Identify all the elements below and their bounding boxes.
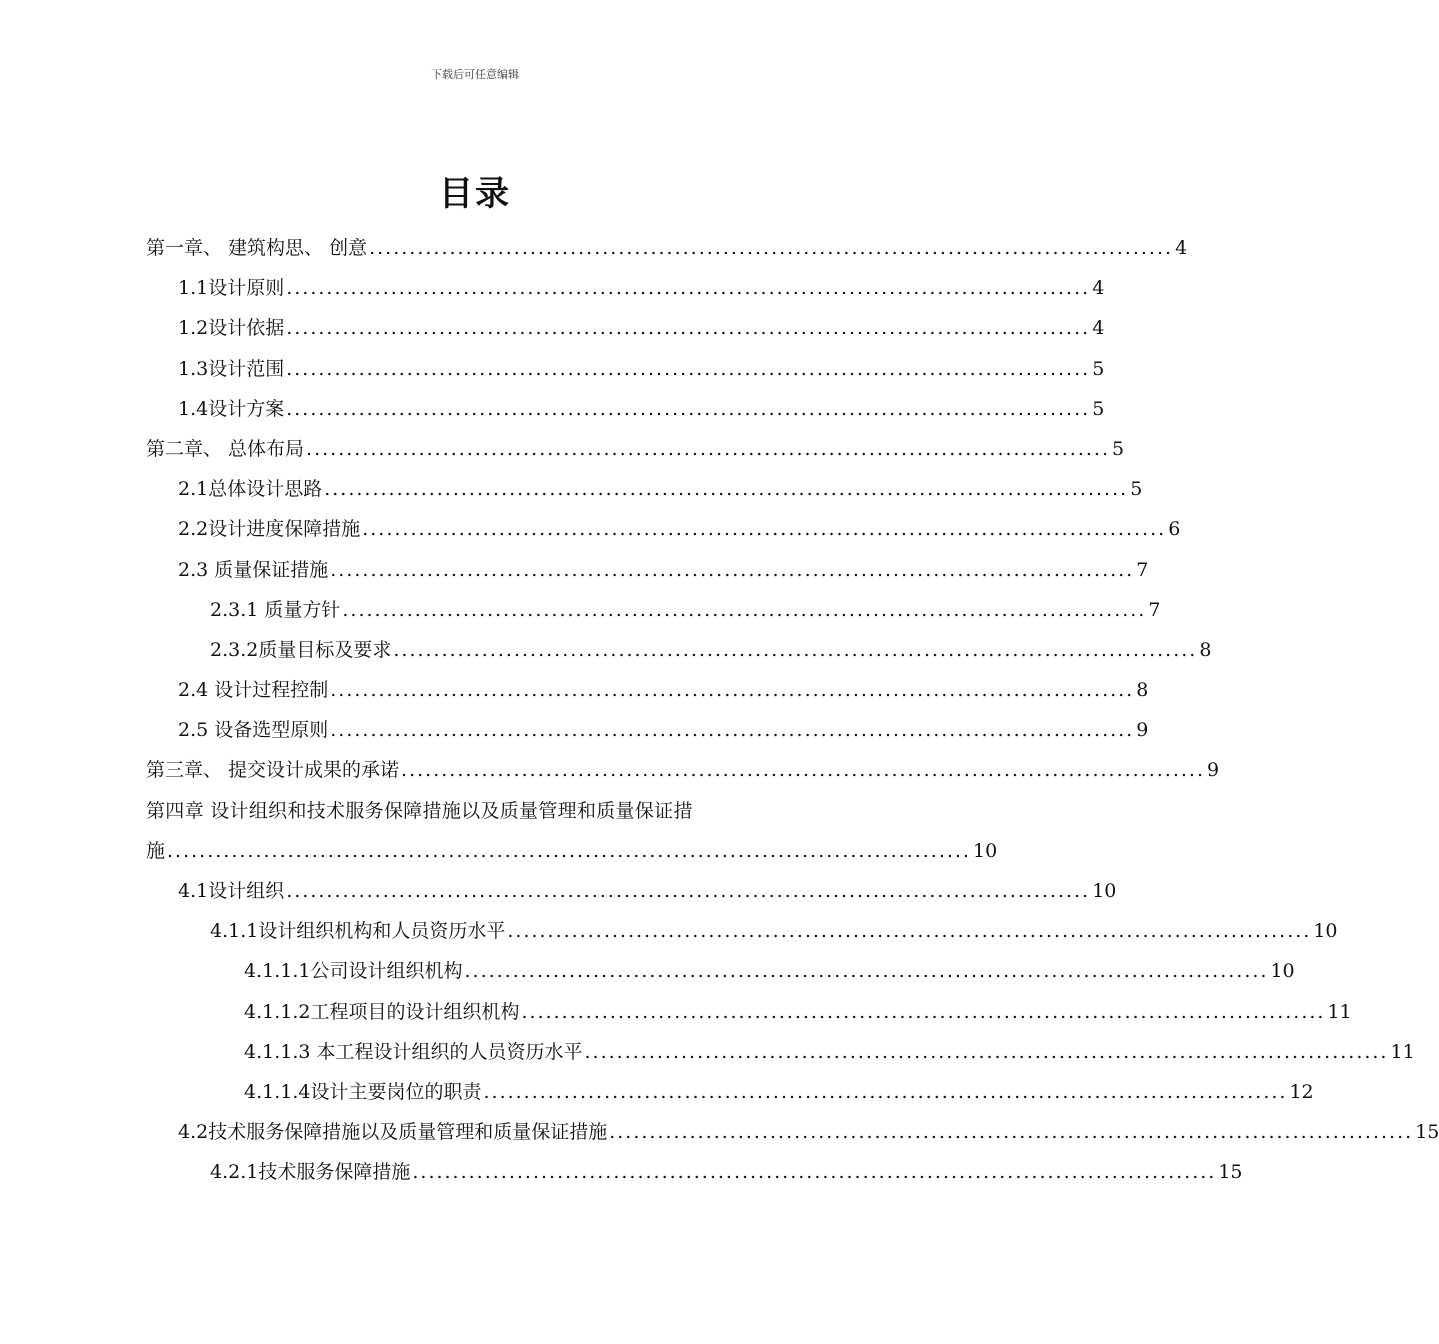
toc-leader-dots: .................................................................................................... [286,357,1091,380]
toc-page-number: 7 [1136,558,1149,581]
toc-page-number: 4 [1092,277,1105,300]
toc-entry-title: 2.3 质量保证措施 [178,558,329,581]
toc-entry-title: 4.1.1.1公司设计组织机构 [244,960,463,983]
toc-leader-dots: .................................................................................................... [369,237,1174,259]
toc-entry-title: 4.1.1.4设计主要岗位的职责 [244,1080,482,1103]
toc-entry-title: 4.1.1.2工程项目的设计组织机构 [244,1000,520,1023]
toc-entry-title-line2: 施 [146,839,166,862]
toc-page-number: 6 [1168,518,1181,541]
toc-entry-title: 2.2设计进度保障措施 [178,518,361,541]
header-note: 下载后可任意编辑 [431,68,519,81]
toc-leader-dots: .................................................................................................... [286,317,1091,340]
toc-entry-title: 2.1总体设计思路 [178,478,323,501]
toc-entry[interactable] [146,911,1338,951]
toc-page-number: 9 [1136,719,1149,742]
toc-entry[interactable] [146,509,1181,549]
toc-page-number: 5 [1092,397,1105,420]
toc-page-number: 10 [1313,920,1338,943]
toc-page-number: 10 [972,839,998,862]
toc-entry[interactable] [146,951,1295,991]
toc-leader-dots: .................................................................................................... [584,1040,1389,1063]
toc-entry[interactable] [146,429,1125,469]
toc-entry[interactable] [146,1072,1314,1112]
toc-entry[interactable] [146,550,1149,590]
toc-entry[interactable] [146,630,1212,670]
toc-leader-dots: .................................................................................................... [393,638,1198,661]
toc-entry[interactable] [146,1152,1243,1192]
toc-entry[interactable] [146,1112,1439,1152]
toc-entry[interactable] [146,228,1188,268]
toc-leader-dots: .................................................................................................... [464,960,1269,983]
toc-page-number: 15 [1218,1161,1243,1184]
toc-page-number: 8 [1136,679,1149,702]
toc-entry-title: 第二章、 总体布局 [146,437,305,460]
toc-leader-dots: .................................................................................................... [362,518,1167,541]
toc-entry-chapter-4[interactable] [146,791,998,871]
toc-entry-title-line1: 第四章 设计组织和技术服务保障措施以及质量管理和质量保证措 [146,799,693,822]
toc-page-number: 4 [1175,237,1188,259]
toc-entry-title: 1.4设计方案 [178,397,285,420]
toc-entry[interactable] [146,590,1161,630]
toc-entry[interactable] [146,349,1105,389]
toc-leader-dots: .................................................................................................... [167,839,971,862]
toc-entry[interactable] [146,871,1117,911]
page-title: 目录 [439,174,511,214]
toc-leader-dots: .................................................................................................... [330,679,1135,702]
toc-page-number: 5 [1112,437,1125,460]
toc-entry-title: 2.5 设备选型原则 [178,719,329,742]
toc-page-number: 5 [1092,357,1105,380]
toc-leader-dots: .................................................................................................... [286,397,1091,420]
toc-entry[interactable] [146,308,1105,348]
toc-entry-title: 4.2技术服务保障措施以及质量管理和质量保证措施 [178,1121,608,1144]
toc-leader-dots: .................................................................................................... [483,1080,1288,1103]
toc-entry-title-line2-row [146,831,998,871]
toc-entry-title: 4.2.1技术服务保障措施 [210,1161,411,1184]
table-of-contents [146,228,1439,1193]
toc-entry[interactable] [146,389,1105,429]
toc-entry[interactable] [146,268,1105,308]
toc-leader-dots: .................................................................................................... [330,558,1135,581]
toc-page-number: 10 [1270,960,1295,983]
toc-leader-dots: .................................................................................................... [330,719,1135,742]
toc-page-number: 5 [1130,478,1143,501]
toc-page-number: 11 [1390,1040,1415,1063]
toc-page-number: 8 [1199,638,1212,661]
toc-entry-title: 1.1设计原则 [178,277,285,300]
toc-entry[interactable] [146,670,1149,710]
toc-entry[interactable] [146,1032,1415,1072]
toc-entry-title: 第三章、 提交设计成果的承诺 [146,759,400,782]
toc-entry-title: 4.1.1设计组织机构和人员资历水平 [210,920,506,943]
toc-leader-dots: .................................................................................................... [286,880,1091,902]
toc-entry-title: 2.3.1 质量方针 [210,598,341,621]
toc-leader-dots: .................................................................................................... [306,437,1111,460]
toc-leader-dots: .................................................................................................... [286,277,1091,300]
toc-entry-title: 1.2设计依据 [178,317,285,340]
toc-entry[interactable] [146,469,1143,509]
toc-leader-dots: .................................................................................................... [342,598,1147,621]
toc-page-number: 4 [1092,317,1105,340]
toc-page-number: 15 [1415,1121,1439,1144]
toc-entry-title: 第一章、 建筑构思、 创意 [146,237,368,259]
toc-leader-dots: .................................................................................................... [412,1161,1217,1184]
toc-entry-title: 4.1.1.3 本工程设计组织的人员资历水平 [244,1040,583,1063]
toc-leader-dots: .................................................................................................... [521,1000,1326,1023]
toc-leader-dots: .................................................................................................... [609,1121,1414,1144]
toc-entry-title: 4.1设计组织 [178,880,285,902]
toc-entry-title: 2.3.2质量目标及要求 [210,638,392,661]
toc-page-number: 12 [1289,1080,1314,1103]
toc-entry-title: 2.4 设计过程控制 [178,679,329,702]
toc-page-number: 11 [1327,1000,1352,1023]
toc-leader-dots: .................................................................................................... [401,759,1206,782]
toc-entry[interactable] [146,750,1220,790]
toc-page-number: 10 [1092,880,1117,902]
toc-page-number: 9 [1207,759,1220,782]
toc-leader-dots: .................................................................................................... [507,920,1312,943]
toc-entry-title: 1.3设计范围 [178,357,285,380]
toc-leader-dots: .................................................................................................... [324,478,1129,501]
toc-entry[interactable] [146,710,1149,750]
toc-entry[interactable] [146,992,1352,1032]
toc-page-number: 7 [1148,598,1161,621]
